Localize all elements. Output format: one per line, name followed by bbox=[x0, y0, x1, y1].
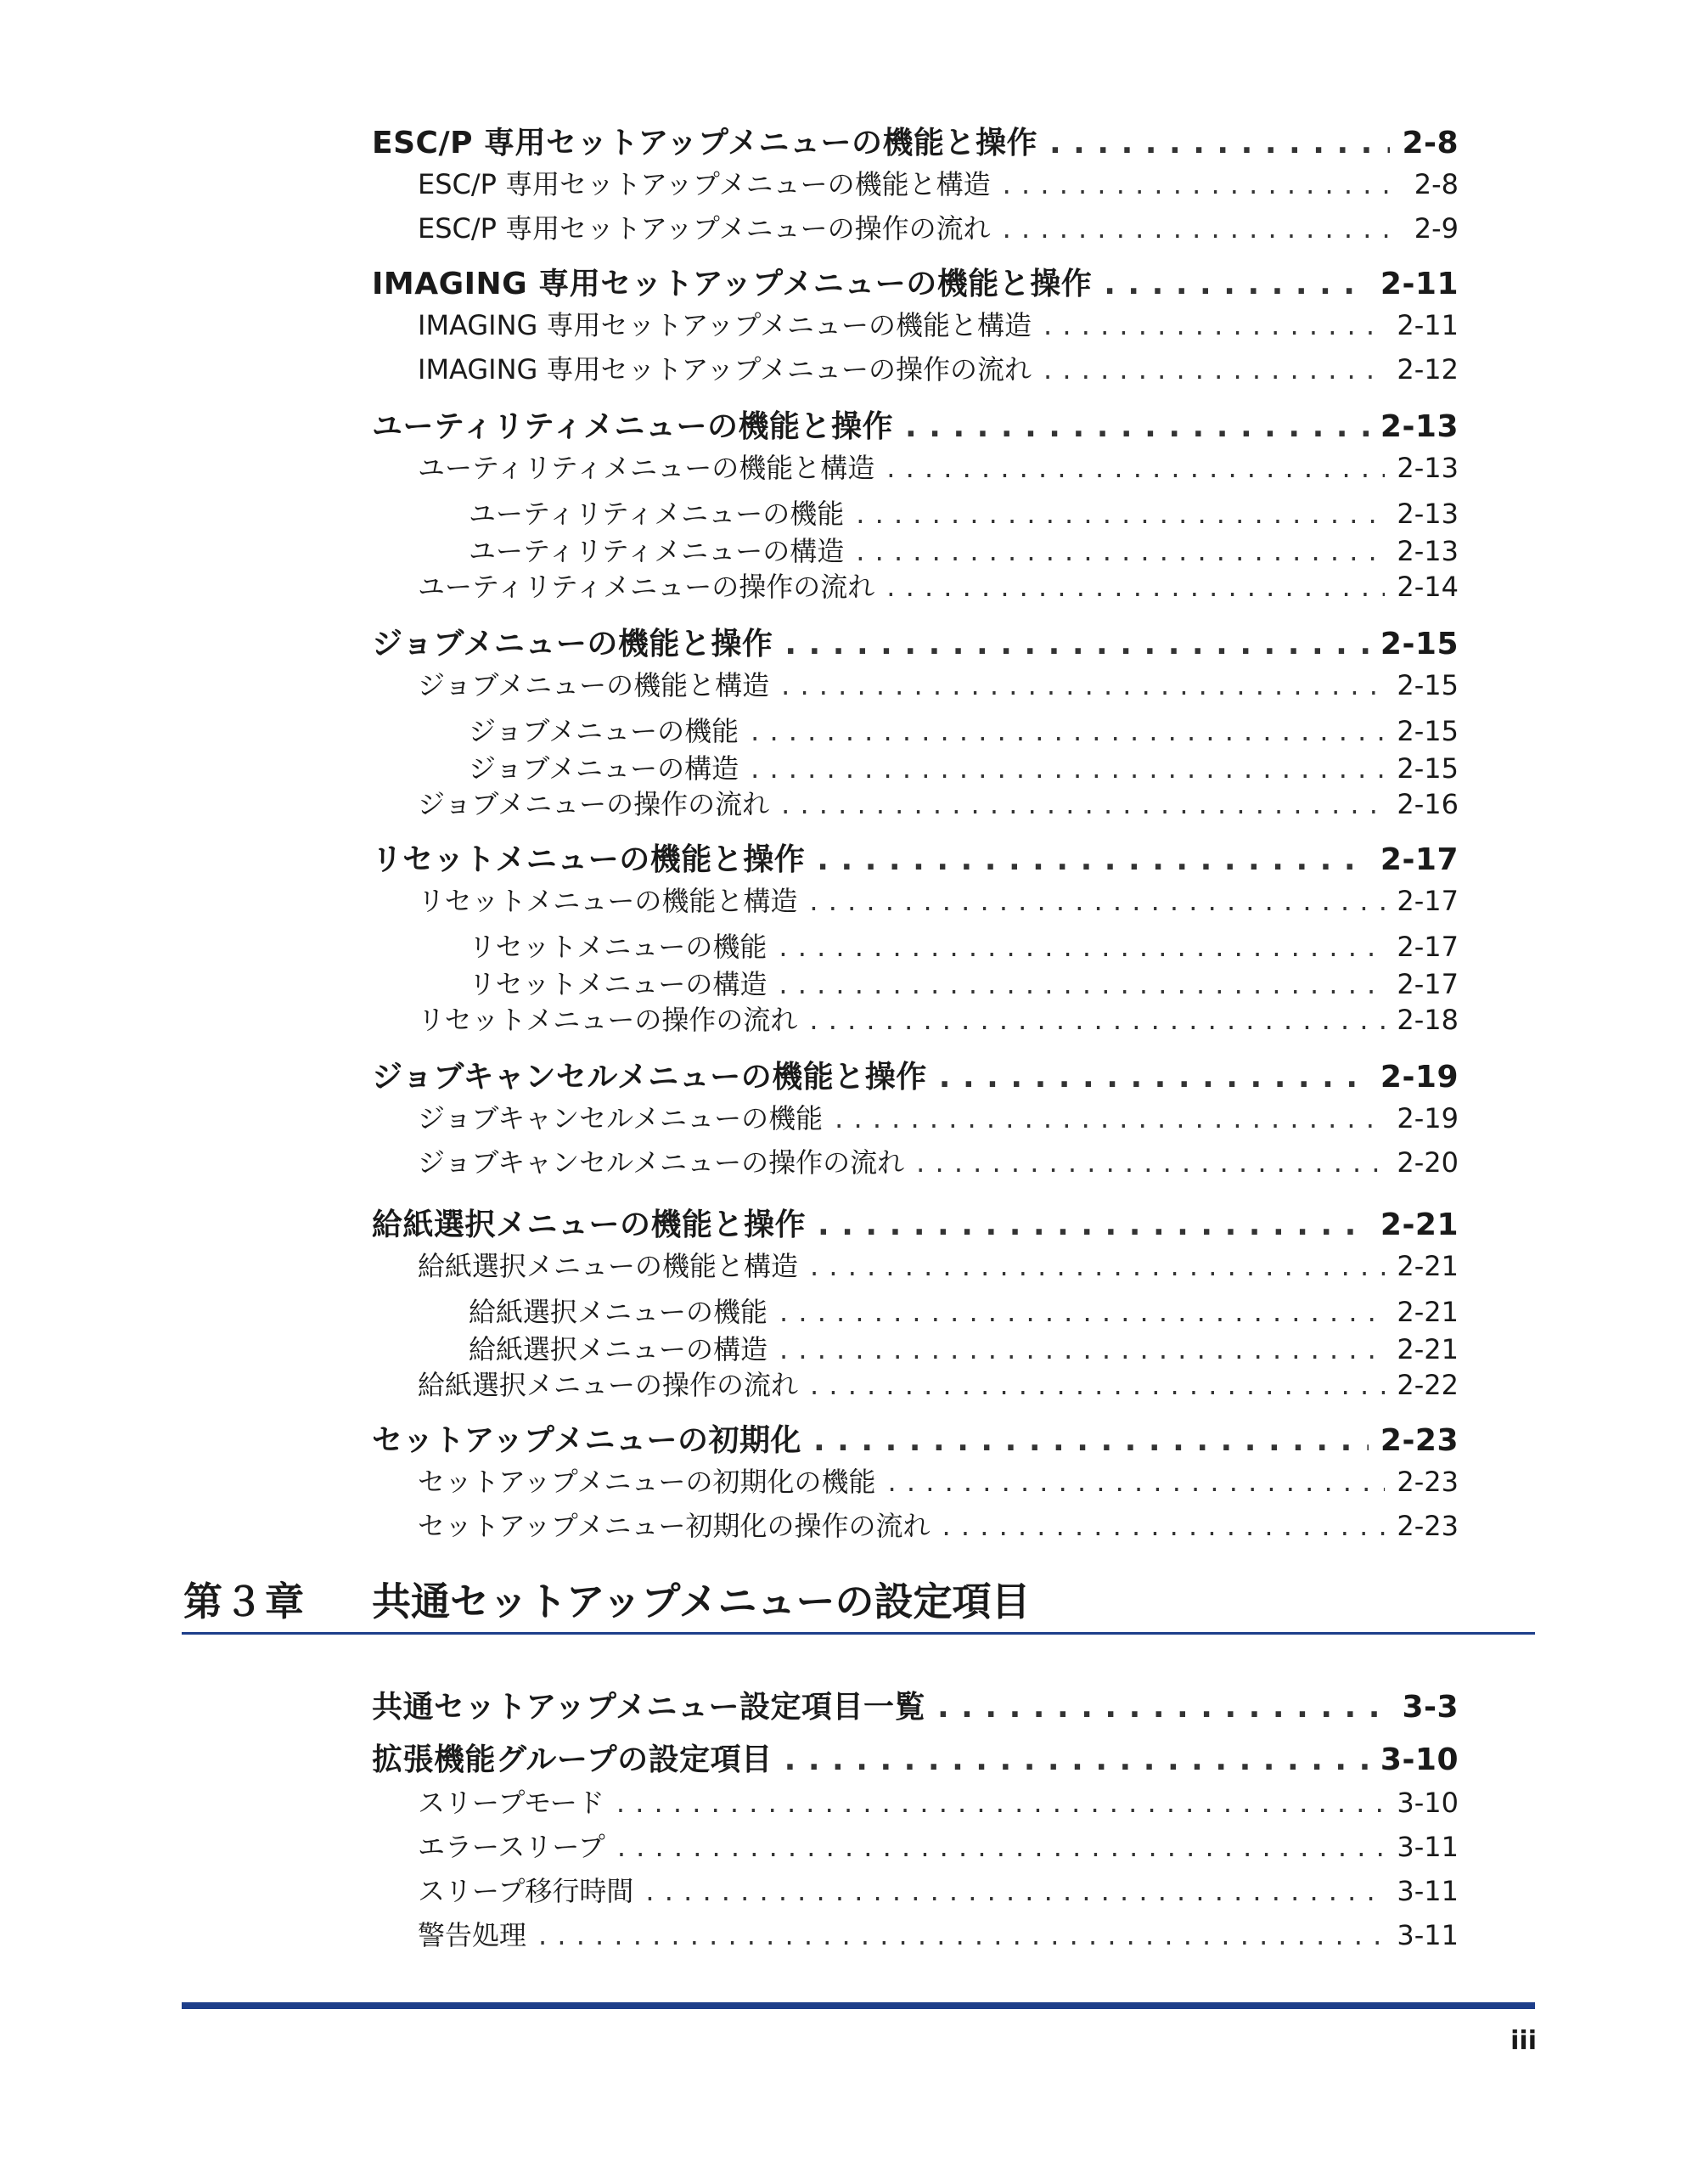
toc-entry-page: 3-11 bbox=[1397, 1831, 1459, 1863]
toc-entry-page: 2-23 bbox=[1397, 1466, 1459, 1498]
toc-entry-level-2[interactable] bbox=[418, 163, 1459, 205]
dot-leader bbox=[1043, 309, 1385, 341]
toc-entry-level-2[interactable] bbox=[418, 783, 1459, 825]
toc-entry-level-1[interactable] bbox=[372, 402, 1459, 445]
dot-leader bbox=[1003, 212, 1403, 245]
toc-entry-page: 2-15 bbox=[1397, 752, 1459, 785]
toc-entry-title: リセットメニューの機能 bbox=[469, 931, 767, 963]
toc-entry-page: 2-17 bbox=[1380, 842, 1459, 877]
toc-entry-level-3[interactable] bbox=[469, 926, 1459, 968]
dot-leader bbox=[784, 627, 1369, 661]
toc-entry-title: ユーティリティメニューの機能と構造 bbox=[418, 452, 875, 484]
chapter-number: 第３章 bbox=[183, 1579, 306, 1624]
toc-entry-level-1[interactable] bbox=[372, 1736, 1459, 1778]
toc-entry-title: ジョブメニューの構造 bbox=[469, 752, 739, 785]
toc-entry-page: 2-8 bbox=[1402, 126, 1459, 160]
toc-entry-title: 共通セットアップメニュー設定項目一覧 bbox=[372, 1690, 925, 1725]
dot-leader bbox=[779, 931, 1385, 963]
toc-entry-page: 2-13 bbox=[1397, 452, 1459, 484]
toc-entry-page: 2-18 bbox=[1397, 1004, 1459, 1036]
toc-entry-title: 給紙選択メニューの機能と構造 bbox=[418, 1250, 799, 1282]
dot-leader bbox=[781, 669, 1385, 701]
toc-entry-title: エラースリープ bbox=[418, 1831, 605, 1863]
dot-leader bbox=[888, 1466, 1386, 1498]
toc-entry-level-2[interactable] bbox=[418, 1505, 1459, 1547]
dot-leader bbox=[1043, 353, 1385, 386]
toc-entry-title: ジョブメニューの機能 bbox=[469, 715, 739, 747]
toc-entry-title: 警告処理 bbox=[418, 1919, 527, 1951]
dot-leader bbox=[939, 1060, 1369, 1095]
toc-entry-page: 2-23 bbox=[1380, 1423, 1459, 1458]
toc-entry-level-1[interactable] bbox=[372, 1053, 1459, 1095]
toc-entry-page: 3-11 bbox=[1397, 1875, 1459, 1907]
toc-entry-page: 2-11 bbox=[1380, 267, 1459, 301]
dot-leader bbox=[645, 1875, 1385, 1907]
toc-entry-title: ジョブメニューの機能と操作 bbox=[372, 627, 773, 661]
dot-leader bbox=[1104, 267, 1369, 301]
toc-entry-level-2[interactable] bbox=[418, 1461, 1459, 1503]
toc-entry-title: スリープ移行時間 bbox=[418, 1875, 634, 1907]
toc-entry-title: ジョブメニューの機能と構造 bbox=[418, 669, 770, 701]
toc-entry-title: リセットメニューの構造 bbox=[469, 968, 767, 1000]
toc-entry-page: 3-10 bbox=[1380, 1742, 1459, 1777]
toc-entry-page: 2-21 bbox=[1397, 1296, 1459, 1328]
toc-entry-page: 2-15 bbox=[1397, 669, 1459, 701]
dot-leader bbox=[818, 1207, 1369, 1242]
toc-entry-level-1[interactable] bbox=[372, 1201, 1459, 1243]
toc-entry-page: 2-15 bbox=[1397, 715, 1459, 747]
footer-divider bbox=[182, 2002, 1535, 2009]
dot-leader bbox=[810, 1250, 1385, 1282]
toc-entry-page: 2-21 bbox=[1380, 1207, 1459, 1242]
dot-leader bbox=[616, 1787, 1386, 1819]
toc-entry-level-1[interactable] bbox=[372, 1416, 1459, 1459]
toc-entry-page: 2-20 bbox=[1397, 1146, 1459, 1179]
toc-entry-level-2[interactable] bbox=[418, 207, 1459, 250]
toc-entry-page: 2-15 bbox=[1380, 627, 1459, 661]
toc-entry-level-2[interactable] bbox=[418, 348, 1459, 391]
toc-entry-level-2[interactable] bbox=[418, 1914, 1459, 1956]
dot-leader bbox=[538, 1919, 1385, 1951]
toc-entry-page: 3-3 bbox=[1402, 1690, 1459, 1725]
toc-entry-level-1[interactable] bbox=[372, 836, 1459, 878]
toc-entry-page: 2-9 bbox=[1414, 212, 1459, 245]
toc-entry-level-3[interactable] bbox=[469, 710, 1459, 752]
chapter-title: 共通セットアップメニューの設定項目 bbox=[372, 1579, 1031, 1624]
dot-leader bbox=[779, 1333, 1385, 1365]
toc-entry-page: 2-16 bbox=[1397, 788, 1459, 820]
toc-entry-level-2[interactable] bbox=[418, 304, 1459, 346]
toc-entry-page: 2-19 bbox=[1397, 1102, 1459, 1134]
dot-leader bbox=[809, 1004, 1385, 1036]
toc-entry-page: 2-22 bbox=[1397, 1369, 1459, 1401]
toc-entry-level-2[interactable] bbox=[418, 1141, 1459, 1184]
toc-entry-title: セットアップメニューの初期化 bbox=[372, 1423, 801, 1458]
toc-entry-page: 2-13 bbox=[1397, 535, 1459, 567]
toc-entry-page: 2-17 bbox=[1397, 968, 1459, 1000]
dot-leader bbox=[779, 1296, 1385, 1328]
toc-entry-page: 2-19 bbox=[1380, 1060, 1459, 1095]
dot-leader bbox=[779, 968, 1385, 1000]
page-number: iii bbox=[1510, 2026, 1537, 2056]
toc-entry-title: ESC/P 専用セットアップメニューの機能と構造 bbox=[418, 168, 991, 200]
dot-leader bbox=[1003, 168, 1403, 200]
dot-leader bbox=[856, 535, 1385, 567]
toc-entry-level-3[interactable] bbox=[469, 493, 1459, 535]
dot-leader bbox=[856, 498, 1385, 530]
toc-entry-page: 3-10 bbox=[1397, 1787, 1459, 1819]
toc-entry-level-1[interactable] bbox=[372, 119, 1459, 161]
toc-entry-level-2[interactable] bbox=[418, 999, 1459, 1041]
toc-entry-title: 給紙選択メニューの操作の流れ bbox=[418, 1369, 799, 1401]
toc-entry-title: IMAGING 専用セットアップメニューの機能と構造 bbox=[418, 309, 1032, 341]
toc-entry-title: ESC/P 専用セットアップメニューの機能と操作 bbox=[372, 126, 1037, 160]
toc-entry-title: スリープモード bbox=[418, 1787, 604, 1819]
toc-entry-title: リセットメニューの操作の流れ bbox=[418, 1004, 798, 1036]
toc-entry-level-2[interactable] bbox=[418, 880, 1459, 922]
dot-leader bbox=[835, 1102, 1385, 1134]
toc-entry-title: ジョブメニューの操作の流れ bbox=[418, 788, 770, 820]
toc-entry-title: 給紙選択メニューの機能 bbox=[469, 1296, 768, 1328]
dot-leader bbox=[751, 752, 1385, 785]
dot-leader bbox=[886, 452, 1385, 484]
toc-entry-page: 2-17 bbox=[1397, 885, 1459, 917]
dot-leader bbox=[751, 715, 1385, 747]
dot-leader bbox=[617, 1831, 1386, 1863]
toc-entry-level-1[interactable] bbox=[372, 260, 1459, 302]
dot-leader bbox=[813, 1423, 1369, 1458]
toc-entry-level-2[interactable] bbox=[418, 566, 1459, 608]
toc-entry-title: セットアップメニューの初期化の機能 bbox=[418, 1466, 876, 1498]
toc-entry-level-2[interactable] bbox=[418, 664, 1459, 706]
toc-entry-title: ユーティリティメニューの操作の流れ bbox=[418, 571, 875, 603]
toc-entry-title: ユーティリティメニューの構造 bbox=[469, 535, 845, 567]
dot-leader bbox=[937, 1690, 1390, 1725]
toc-entry-title: ジョブキャンセルメニューの機能 bbox=[418, 1102, 824, 1134]
toc-entry-title: リセットメニューの機能と操作 bbox=[372, 842, 806, 877]
toc-entry-level-2[interactable] bbox=[418, 1782, 1459, 1824]
toc-entry-title: セットアップメニュー初期化の操作の流れ bbox=[418, 1510, 931, 1542]
toc-entry-level-2[interactable] bbox=[418, 447, 1459, 489]
dot-leader bbox=[1049, 126, 1390, 160]
toc-entry-page: 3-11 bbox=[1397, 1919, 1459, 1951]
dot-leader bbox=[886, 571, 1385, 603]
toc-entry-title: ジョブキャンセルメニューの操作の流れ bbox=[418, 1146, 905, 1179]
toc-entry-level-1[interactable] bbox=[372, 620, 1459, 662]
dot-leader bbox=[817, 842, 1369, 877]
toc-entry-title: リセットメニューの機能と構造 bbox=[418, 885, 798, 917]
toc-entry-page: 2-21 bbox=[1397, 1250, 1459, 1282]
toc-entry-title: ユーティリティメニューの機能 bbox=[469, 498, 845, 530]
toc-entry-title: IMAGING 専用セットアップメニューの操作の流れ bbox=[418, 353, 1032, 386]
toc-entry-title: 給紙選択メニューの構造 bbox=[469, 1333, 768, 1365]
dot-leader bbox=[784, 1742, 1369, 1777]
toc-entry-title: ジョブキャンセルメニューの機能と操作 bbox=[372, 1060, 927, 1095]
toc-entry-level-1[interactable] bbox=[372, 1683, 1459, 1725]
dot-leader bbox=[781, 788, 1385, 820]
toc-entry-page: 2-17 bbox=[1397, 931, 1459, 963]
dot-leader bbox=[942, 1510, 1386, 1542]
toc-entry-page: 2-14 bbox=[1397, 571, 1459, 603]
toc-entry-title: IMAGING 専用セットアップメニューの機能と操作 bbox=[372, 267, 1093, 301]
toc-entry-page: 2-11 bbox=[1397, 309, 1459, 341]
toc-entry-level-2[interactable] bbox=[418, 1826, 1459, 1868]
toc-entry-page: 2-13 bbox=[1380, 409, 1459, 444]
toc-entry-level-2[interactable] bbox=[418, 1097, 1459, 1140]
dot-leader bbox=[916, 1146, 1385, 1179]
dot-leader bbox=[905, 409, 1369, 444]
toc-entry-level-3[interactable] bbox=[469, 1291, 1459, 1333]
chapter-divider bbox=[182, 1632, 1535, 1635]
toc-entry-title: ESC/P 専用セットアップメニューの操作の流れ bbox=[418, 212, 991, 245]
toc-entry-page: 2-23 bbox=[1397, 1510, 1459, 1542]
toc-entry-level-2[interactable] bbox=[418, 1364, 1459, 1406]
toc-entry-title: 給紙選択メニューの機能と操作 bbox=[372, 1207, 807, 1242]
toc-entry-title: ユーティリティメニューの機能と操作 bbox=[372, 409, 894, 444]
toc-entry-page: 2-8 bbox=[1414, 168, 1459, 200]
dot-leader bbox=[810, 1369, 1385, 1401]
toc-entry-level-2[interactable] bbox=[418, 1245, 1459, 1287]
toc-entry-level-2[interactable] bbox=[418, 1870, 1459, 1912]
toc-entry-page: 2-13 bbox=[1397, 498, 1459, 530]
toc-entry-page: 2-21 bbox=[1397, 1333, 1459, 1365]
toc-entry-page: 2-12 bbox=[1397, 353, 1459, 386]
toc-entry-title: 拡張機能グループの設定項目 bbox=[372, 1742, 773, 1777]
dot-leader bbox=[809, 885, 1385, 917]
